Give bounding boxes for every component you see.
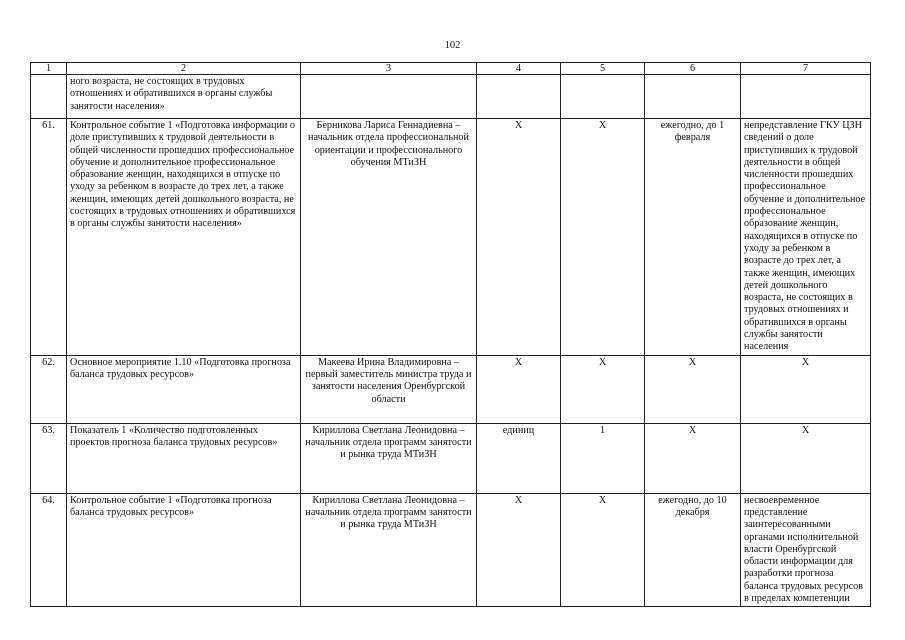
table-row: [31, 355, 871, 423]
table-row: [31, 493, 871, 607]
row-unit: единиц: [477, 423, 561, 493]
row-number: 64.: [31, 493, 67, 607]
column-header: 1: [31, 63, 67, 75]
column-header: 7: [741, 63, 871, 75]
row-unit: Х: [477, 119, 561, 356]
row-unit: [477, 75, 561, 119]
row-value: 1: [561, 423, 645, 493]
row-deadline: ежегодно, до 10 декабря: [645, 493, 741, 607]
row-unit: Х: [477, 355, 561, 423]
column-numbers-row: [31, 63, 871, 75]
row-risk: непредставление ГКУ ЦЗН сведений о доле приступивших к трудовой деятельности в общей численности прошедших профессиональное обучение и дополнительное профессиональное образование женщин, находящихся в отпуске по уходу за ребенком в возрасте до трех лет, а также женщин, имеющих детей дошкольного возраста, не состоящих в трудовых отношениях и обратившихся в органы службы занятости населения: [741, 119, 871, 356]
row-value: Х: [561, 119, 645, 356]
row-name: Основное мероприятие 1.10 «Подготовка прогноза баланса трудовых ресурсов»: [67, 355, 301, 423]
row-risk: несвоевременное представление заинтересованными органами исполнительной власти Оренбургской области информации для разработки прогноза баланса трудовых ресурсов в пределах компетенции: [741, 493, 871, 607]
row-value: [561, 75, 645, 119]
column-header: 6: [645, 63, 741, 75]
row-name: Показатель 1 «Количество подготовленных проектов прогноза баланса трудовых ресурсов»: [67, 423, 301, 493]
column-header: 4: [477, 63, 561, 75]
row-name: Контрольное событие 1 «Подготовка прогноза баланса трудовых ресурсов»: [67, 493, 301, 607]
row-responsible: Кириллова Светлана Леонидовна – начальник отдела программ занятости и рынка труда МТиЗН: [301, 493, 477, 607]
row-name: Контрольное событие 1 «Подготовка информации о доле приступивших к трудовой деятельности в общей численности прошедших профессиональное обучение и дополнительное профессиональное образование женщин, находящихся в отпуске по уходу за ребенком в возрасте до трех лет, а также женщин, имеющих детей дошкольного возраста, не состоящих в трудовых отношениях и обратившихся в органы службы занятости населения»: [67, 119, 301, 356]
row-deadline: [645, 75, 741, 119]
column-header: 3: [301, 63, 477, 75]
row-risk: Х: [741, 423, 871, 493]
table-row: [31, 75, 871, 119]
row-responsible: Берникова Лариса Геннадиевна – начальник отдела профессиональной ориентации и профессионального обучения МТиЗН: [301, 119, 477, 356]
column-header: 2: [67, 63, 301, 75]
row-number: [31, 75, 67, 119]
row-responsible: Кириллова Светлана Леонидовна – начальник отдела программ занятости и рынка труда МТиЗН: [301, 423, 477, 493]
row-responsible: [301, 75, 477, 119]
row-number: 61.: [31, 119, 67, 356]
row-unit: Х: [477, 493, 561, 607]
row-value: Х: [561, 493, 645, 607]
row-deadline: Х: [645, 355, 741, 423]
page-number: 102: [444, 40, 461, 51]
row-deadline: ежегодно, до 1 февраля: [645, 119, 741, 356]
column-header: 5: [561, 63, 645, 75]
row-number: 62.: [31, 355, 67, 423]
table-row: [31, 423, 871, 493]
row-deadline: Х: [645, 423, 741, 493]
row-risk: Х: [741, 355, 871, 423]
plan-table: [30, 62, 871, 607]
row-value: Х: [561, 355, 645, 423]
row-number: 63.: [31, 423, 67, 493]
row-risk: [741, 75, 871, 119]
row-name: ного возраста, не состоящих в трудовых отношениях и обратившихся в органы службы занятости населения»: [67, 75, 301, 119]
row-responsible: Макеева Ирина Владимировна – первый заместитель министра труда и занятости населения Оренбургской области: [301, 355, 477, 423]
table-row: [31, 119, 871, 356]
